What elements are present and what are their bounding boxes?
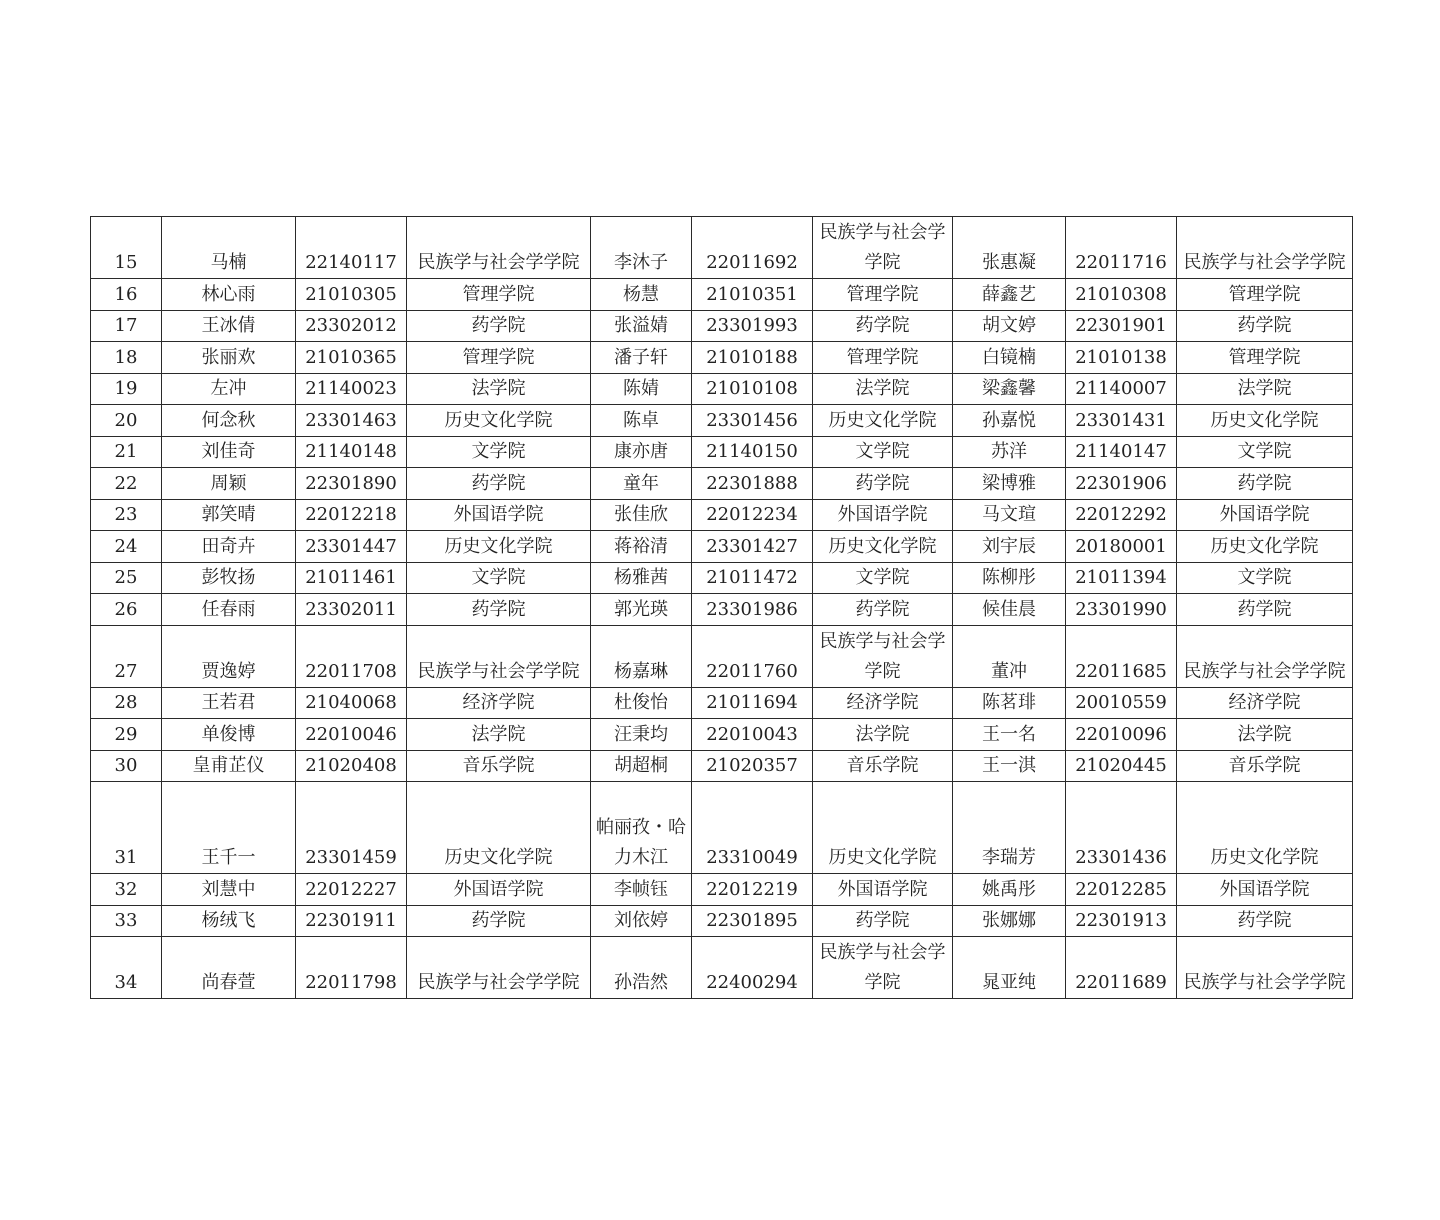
college-a-cell: 法学院 <box>407 719 591 751</box>
student-id-c-cell: 21011394 <box>1066 562 1177 594</box>
college-b-cell: 法学院 <box>813 719 953 751</box>
table-row <box>91 217 1353 279</box>
student-name-b-cell: 潘子轩 <box>591 342 692 374</box>
table-row <box>91 342 1353 374</box>
table-row <box>91 499 1353 531</box>
student-id-b-cell: 21010188 <box>692 342 813 374</box>
college-b-cell: 历史文化学院 <box>813 782 953 874</box>
student-name-a-cell: 左冲 <box>162 373 296 405</box>
college-b-cell: 外国语学院 <box>813 874 953 906</box>
student-id-b-cell: 23301993 <box>692 310 813 342</box>
row-number-cell: 30 <box>91 750 162 782</box>
college-c-cell: 药学院 <box>1177 905 1353 937</box>
row-number-cell: 24 <box>91 531 162 563</box>
college-b-cell: 法学院 <box>813 373 953 405</box>
student-id-c-cell: 21140147 <box>1066 436 1177 468</box>
student-id-a-cell: 21010365 <box>296 342 407 374</box>
table-row <box>91 468 1353 500</box>
student-name-c-cell: 王一淇 <box>953 750 1066 782</box>
student-id-c-cell: 23301990 <box>1066 594 1177 626</box>
college-a-cell: 民族学与社会学学院 <box>407 217 591 279</box>
table-row <box>91 310 1353 342</box>
row-number-cell: 21 <box>91 436 162 468</box>
row-number-cell: 22 <box>91 468 162 500</box>
student-name-b-cell: 郭光瑛 <box>591 594 692 626</box>
college-c-cell: 历史文化学院 <box>1177 405 1353 437</box>
college-c-cell: 历史文化学院 <box>1177 782 1353 874</box>
student-name-c-cell: 马文瑄 <box>953 499 1066 531</box>
student-id-a-cell: 23302011 <box>296 594 407 626</box>
student-id-c-cell: 22012292 <box>1066 499 1177 531</box>
roster-body <box>91 217 1353 999</box>
row-number-cell: 18 <box>91 342 162 374</box>
student-name-a-cell: 王若君 <box>162 687 296 719</box>
student-id-c-cell: 22301901 <box>1066 310 1177 342</box>
student-name-c-cell: 候佳晨 <box>953 594 1066 626</box>
college-b-cell: 管理学院 <box>813 342 953 374</box>
student-name-a-cell: 马楠 <box>162 217 296 279</box>
college-a-cell: 药学院 <box>407 468 591 500</box>
student-id-b-cell: 23301456 <box>692 405 813 437</box>
student-id-a-cell: 21140023 <box>296 373 407 405</box>
student-name-a-cell: 王千一 <box>162 782 296 874</box>
row-number-cell: 31 <box>91 782 162 874</box>
student-id-a-cell: 22301890 <box>296 468 407 500</box>
college-b-cell: 历史文化学院 <box>813 405 953 437</box>
student-name-c-cell: 陈柳彤 <box>953 562 1066 594</box>
student-id-a-cell: 23301447 <box>296 531 407 563</box>
student-id-a-cell: 22011798 <box>296 937 407 999</box>
college-c-cell: 历史文化学院 <box>1177 531 1353 563</box>
row-number-cell: 25 <box>91 562 162 594</box>
row-number-cell: 20 <box>91 405 162 437</box>
student-name-b-cell: 杨嘉琳 <box>591 625 692 687</box>
student-id-b-cell: 21011472 <box>692 562 813 594</box>
student-id-c-cell: 22012285 <box>1066 874 1177 906</box>
college-a-cell: 音乐学院 <box>407 750 591 782</box>
student-id-c-cell: 20010559 <box>1066 687 1177 719</box>
row-number-cell: 16 <box>91 279 162 311</box>
college-a-cell: 法学院 <box>407 373 591 405</box>
student-roster-table <box>90 216 1353 999</box>
student-name-b-cell: 张佳欣 <box>591 499 692 531</box>
college-a-cell: 药学院 <box>407 905 591 937</box>
student-name-c-cell: 董冲 <box>953 625 1066 687</box>
student-name-b-cell: 汪秉均 <box>591 719 692 751</box>
student-name-a-cell: 郭笑晴 <box>162 499 296 531</box>
student-name-a-cell: 尚春萱 <box>162 937 296 999</box>
table-row <box>91 373 1353 405</box>
table-row <box>91 750 1353 782</box>
student-name-a-cell: 杨绒飞 <box>162 905 296 937</box>
row-number-cell: 27 <box>91 625 162 687</box>
student-id-b-cell: 22010043 <box>692 719 813 751</box>
student-name-c-cell: 胡文婷 <box>953 310 1066 342</box>
row-number-cell: 34 <box>91 937 162 999</box>
student-id-b-cell: 22301888 <box>692 468 813 500</box>
row-number-cell: 23 <box>91 499 162 531</box>
student-id-c-cell: 20180001 <box>1066 531 1177 563</box>
college-b-cell: 民族学与社会学学院 <box>813 937 953 999</box>
student-name-a-cell: 刘慧中 <box>162 874 296 906</box>
college-c-cell: 药学院 <box>1177 594 1353 626</box>
student-id-c-cell: 21010308 <box>1066 279 1177 311</box>
table-row <box>91 594 1353 626</box>
table-row <box>91 719 1353 751</box>
college-c-cell: 法学院 <box>1177 373 1353 405</box>
table-row <box>91 562 1353 594</box>
student-name-a-cell: 王冰倩 <box>162 310 296 342</box>
college-a-cell: 经济学院 <box>407 687 591 719</box>
college-b-cell: 外国语学院 <box>813 499 953 531</box>
student-name-c-cell: 张惠凝 <box>953 217 1066 279</box>
student-id-a-cell: 23301459 <box>296 782 407 874</box>
college-b-cell: 民族学与社会学学院 <box>813 625 953 687</box>
college-a-cell: 外国语学院 <box>407 874 591 906</box>
student-id-a-cell: 23301463 <box>296 405 407 437</box>
student-id-c-cell: 21010138 <box>1066 342 1177 374</box>
college-c-cell: 外国语学院 <box>1177 874 1353 906</box>
student-id-a-cell: 22012227 <box>296 874 407 906</box>
student-id-b-cell: 22012219 <box>692 874 813 906</box>
college-c-cell: 民族学与社会学学院 <box>1177 937 1353 999</box>
college-b-cell: 药学院 <box>813 468 953 500</box>
student-id-c-cell: 22301906 <box>1066 468 1177 500</box>
college-c-cell: 法学院 <box>1177 719 1353 751</box>
student-name-a-cell: 何念秋 <box>162 405 296 437</box>
student-name-b-cell: 童年 <box>591 468 692 500</box>
student-id-c-cell: 21020445 <box>1066 750 1177 782</box>
student-name-a-cell: 田奇卉 <box>162 531 296 563</box>
student-name-a-cell: 任春雨 <box>162 594 296 626</box>
student-name-b-cell: 李沐子 <box>591 217 692 279</box>
table-row <box>91 937 1353 999</box>
student-name-b-cell: 杨慧 <box>591 279 692 311</box>
student-name-b-cell: 李帧钰 <box>591 874 692 906</box>
student-name-c-cell: 张娜娜 <box>953 905 1066 937</box>
student-name-c-cell: 姚禹彤 <box>953 874 1066 906</box>
table-row <box>91 687 1353 719</box>
college-c-cell: 药学院 <box>1177 310 1353 342</box>
table-row <box>91 625 1353 687</box>
college-b-cell: 文学院 <box>813 562 953 594</box>
student-id-c-cell: 21140007 <box>1066 373 1177 405</box>
college-b-cell: 音乐学院 <box>813 750 953 782</box>
college-c-cell: 经济学院 <box>1177 687 1353 719</box>
table-row <box>91 782 1353 874</box>
student-id-c-cell: 22301913 <box>1066 905 1177 937</box>
student-name-c-cell: 孙嘉悦 <box>953 405 1066 437</box>
student-id-a-cell: 23302012 <box>296 310 407 342</box>
college-b-cell: 药学院 <box>813 594 953 626</box>
college-b-cell: 药学院 <box>813 905 953 937</box>
student-id-b-cell: 22400294 <box>692 937 813 999</box>
college-b-cell: 经济学院 <box>813 687 953 719</box>
student-name-c-cell: 陈茗琲 <box>953 687 1066 719</box>
college-a-cell: 历史文化学院 <box>407 531 591 563</box>
student-name-b-cell: 帕丽孜・哈力木江 <box>591 782 692 874</box>
student-name-a-cell: 皇甫芷仪 <box>162 750 296 782</box>
student-id-b-cell: 21011694 <box>692 687 813 719</box>
table-row <box>91 436 1353 468</box>
student-id-b-cell: 22011760 <box>692 625 813 687</box>
college-a-cell: 民族学与社会学学院 <box>407 937 591 999</box>
college-b-cell: 管理学院 <box>813 279 953 311</box>
student-name-b-cell: 刘依婷 <box>591 905 692 937</box>
student-id-b-cell: 22011692 <box>692 217 813 279</box>
college-a-cell: 药学院 <box>407 594 591 626</box>
student-id-b-cell: 21020357 <box>692 750 813 782</box>
student-id-a-cell: 21040068 <box>296 687 407 719</box>
college-c-cell: 管理学院 <box>1177 279 1353 311</box>
student-name-b-cell: 孙浩然 <box>591 937 692 999</box>
student-id-b-cell: 23301427 <box>692 531 813 563</box>
student-name-b-cell: 陈卓 <box>591 405 692 437</box>
student-name-b-cell: 蒋裕清 <box>591 531 692 563</box>
student-name-a-cell: 周颖 <box>162 468 296 500</box>
college-b-cell: 文学院 <box>813 436 953 468</box>
student-name-b-cell: 胡超桐 <box>591 750 692 782</box>
student-name-a-cell: 彭牧扬 <box>162 562 296 594</box>
college-c-cell: 音乐学院 <box>1177 750 1353 782</box>
college-b-cell: 药学院 <box>813 310 953 342</box>
college-c-cell: 药学院 <box>1177 468 1353 500</box>
table-row <box>91 874 1353 906</box>
table-row <box>91 279 1353 311</box>
row-number-cell: 29 <box>91 719 162 751</box>
row-number-cell: 19 <box>91 373 162 405</box>
college-c-cell: 民族学与社会学学院 <box>1177 625 1353 687</box>
student-id-a-cell: 22140117 <box>296 217 407 279</box>
college-c-cell: 文学院 <box>1177 562 1353 594</box>
row-number-cell: 33 <box>91 905 162 937</box>
college-c-cell: 管理学院 <box>1177 342 1353 374</box>
student-name-a-cell: 单俊博 <box>162 719 296 751</box>
college-a-cell: 管理学院 <box>407 342 591 374</box>
table-row <box>91 531 1353 563</box>
student-name-a-cell: 贾逸婷 <box>162 625 296 687</box>
student-name-a-cell: 林心雨 <box>162 279 296 311</box>
college-a-cell: 民族学与社会学学院 <box>407 625 591 687</box>
student-id-b-cell: 22012234 <box>692 499 813 531</box>
student-id-a-cell: 21010305 <box>296 279 407 311</box>
student-name-b-cell: 张溢婧 <box>591 310 692 342</box>
student-id-c-cell: 23301431 <box>1066 405 1177 437</box>
student-id-c-cell: 23301436 <box>1066 782 1177 874</box>
row-number-cell: 17 <box>91 310 162 342</box>
student-id-b-cell: 23310049 <box>692 782 813 874</box>
student-id-b-cell: 22301895 <box>692 905 813 937</box>
college-a-cell: 药学院 <box>407 310 591 342</box>
student-id-a-cell: 22010046 <box>296 719 407 751</box>
student-id-c-cell: 22010096 <box>1066 719 1177 751</box>
college-c-cell: 文学院 <box>1177 436 1353 468</box>
row-number-cell: 32 <box>91 874 162 906</box>
student-id-a-cell: 21140148 <box>296 436 407 468</box>
table-row <box>91 905 1353 937</box>
student-id-c-cell: 22011685 <box>1066 625 1177 687</box>
student-name-c-cell: 王一名 <box>953 719 1066 751</box>
college-a-cell: 文学院 <box>407 562 591 594</box>
college-c-cell: 民族学与社会学学院 <box>1177 217 1353 279</box>
student-id-a-cell: 22011708 <box>296 625 407 687</box>
student-name-b-cell: 杨雅茜 <box>591 562 692 594</box>
student-name-c-cell: 晁亚纯 <box>953 937 1066 999</box>
student-id-c-cell: 22011689 <box>1066 937 1177 999</box>
college-b-cell: 历史文化学院 <box>813 531 953 563</box>
student-name-c-cell: 苏洋 <box>953 436 1066 468</box>
student-name-a-cell: 刘佳奇 <box>162 436 296 468</box>
student-name-c-cell: 白镜楠 <box>953 342 1066 374</box>
student-name-c-cell: 梁博雅 <box>953 468 1066 500</box>
student-name-c-cell: 梁鑫馨 <box>953 373 1066 405</box>
college-c-cell: 外国语学院 <box>1177 499 1353 531</box>
college-b-cell: 民族学与社会学学院 <box>813 217 953 279</box>
student-name-c-cell: 薛鑫艺 <box>953 279 1066 311</box>
student-id-a-cell: 22012218 <box>296 499 407 531</box>
college-a-cell: 管理学院 <box>407 279 591 311</box>
row-number-cell: 26 <box>91 594 162 626</box>
student-id-a-cell: 21020408 <box>296 750 407 782</box>
college-a-cell: 历史文化学院 <box>407 405 591 437</box>
student-name-b-cell: 康亦唐 <box>591 436 692 468</box>
student-id-b-cell: 23301986 <box>692 594 813 626</box>
student-id-a-cell: 21011461 <box>296 562 407 594</box>
college-a-cell: 历史文化学院 <box>407 782 591 874</box>
student-name-c-cell: 刘宇辰 <box>953 531 1066 563</box>
student-id-c-cell: 22011716 <box>1066 217 1177 279</box>
college-a-cell: 文学院 <box>407 436 591 468</box>
student-name-c-cell: 李瑞芳 <box>953 782 1066 874</box>
student-name-a-cell: 张丽欢 <box>162 342 296 374</box>
table-row <box>91 405 1353 437</box>
student-id-a-cell: 22301911 <box>296 905 407 937</box>
student-id-b-cell: 21140150 <box>692 436 813 468</box>
student-name-b-cell: 杜俊怡 <box>591 687 692 719</box>
student-id-b-cell: 21010108 <box>692 373 813 405</box>
row-number-cell: 28 <box>91 687 162 719</box>
student-name-b-cell: 陈婧 <box>591 373 692 405</box>
row-number-cell: 15 <box>91 217 162 279</box>
student-id-b-cell: 21010351 <box>692 279 813 311</box>
college-a-cell: 外国语学院 <box>407 499 591 531</box>
